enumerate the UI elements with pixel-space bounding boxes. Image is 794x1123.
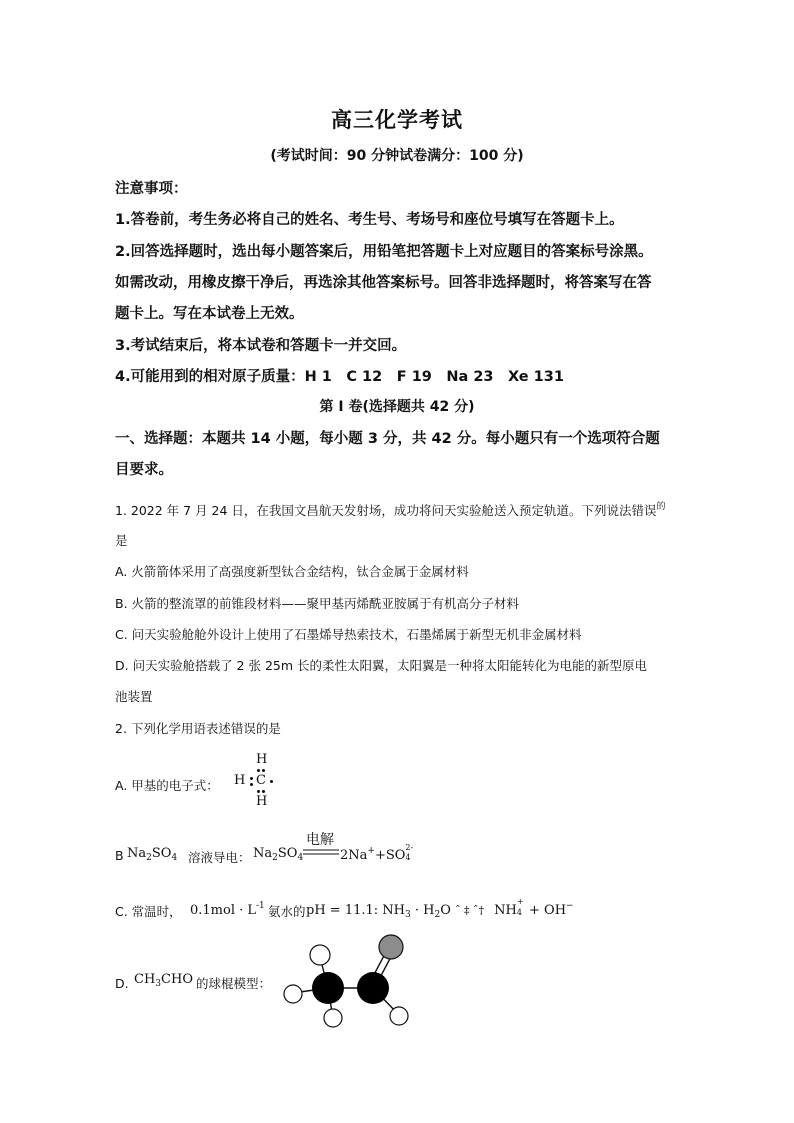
lewis-h-bottom: H [256, 794, 268, 809]
electron-dot [262, 790, 265, 793]
cho-symbol: CHO [161, 972, 193, 987]
plus-charge: + [367, 846, 375, 856]
q2-option-b-label: B [115, 848, 124, 863]
electron-dot [250, 777, 253, 780]
notice-line-4: 4.可能用到的相对原子质量：H 1 C 12 F 19 Na 23 Xe 131 [115, 369, 564, 385]
sulfate-sub: 4 [405, 853, 411, 862]
exam-title: 高三化学考试 [331, 108, 463, 132]
section-intro-1: 一、选择题：本题共 14 小题，每小题 3 分，共 42 分。每小题只有一个选项符合题 [115, 431, 660, 447]
notice-line-2c: 题卡上。写在本试卷上无效。 [115, 306, 304, 322]
q1-option-d: D. 问天实验舱搭载了 2 张 25m 长的柔性太阳翼，太阳翼是一种将太阳能转化为电能的新型原电 [115, 658, 648, 673]
q2-option-a-label: A. 甲基的电子式： [115, 778, 219, 793]
notice-line-1: 1.答卷前，考生务必将自己的姓名、考生号、考场号和座位号填写在答题卡上。 [115, 212, 624, 228]
hydrogen-atom [390, 1007, 408, 1025]
notice-line-3: 3.考试结束后，将本试卷和答题卡一并交回。 [115, 338, 407, 354]
exponent: -1 [256, 901, 265, 911]
q1-stem-text: 1. 2022 年 7 月 24 日，在我国文昌航天发射场，成功将问天实验舱送入预定轨道。下列说法错误 [115, 503, 657, 518]
methyl-lewis-structure [230, 752, 280, 812]
notice-line-2b: 如需改动，用橡皮擦干净后，再选涂其他答案标号。回答非选择题时，将答案写在答 [115, 275, 652, 291]
ammonium-index [516, 897, 525, 917]
q1-option-a: A. 火箭箭体采用了高强度新型钛合金结构，钛合金属于金属材料 [115, 564, 469, 579]
q1-stem [115, 499, 665, 519]
so-symbol: SO [151, 846, 172, 861]
q2-stem: 2. 下列化学用语表述错误的是 [115, 721, 281, 736]
so-symbol: SO [277, 846, 298, 861]
hydrogen-atom [324, 1009, 342, 1027]
sub-3: 3 [405, 910, 411, 920]
exam-subtitle: (考试时间：90 分钟试卷满分：100 分) [270, 148, 524, 164]
q2-option-b-products [340, 843, 417, 863]
na-symbol: Na [253, 846, 273, 861]
q2-option-b-reactant [253, 846, 303, 863]
sub-2: 2 [272, 853, 278, 863]
equilibrium-arrow-icon: ˆ ‡ ˆ† [455, 904, 485, 917]
q2-option-c-label: C. 常温时， [115, 904, 182, 919]
na-symbol: Na [127, 846, 147, 861]
q2-option-c-concentration [190, 901, 265, 918]
electron-dot [250, 783, 253, 786]
hydrogen-atom [284, 985, 302, 1003]
q2-option-b-formula [127, 846, 177, 863]
sulfate-charge: 2- [405, 843, 414, 852]
concentration: 0.1mol · L [190, 903, 257, 918]
sub-4: 4 [297, 853, 304, 863]
notice-heading: 注意事项： [115, 181, 188, 197]
q2-option-d-formula [134, 972, 193, 989]
water-o: O [440, 903, 451, 918]
carbon-atom [357, 972, 389, 1004]
q1-stem-sup: 的 [656, 502, 666, 512]
section-intro-2: 目要求。 [115, 462, 173, 478]
sub-2: 2 [434, 910, 441, 920]
electrolysis-condition: 电解 [306, 832, 334, 848]
q1-stem-cont: 是 [115, 533, 128, 548]
ammonium: NH [494, 903, 517, 918]
sub-4: 4 [171, 853, 178, 863]
notice-line-2a: 2.回答选择题时，选出每小题答案后，用铅笔把答题卡上对应题目的答案标号涂黑。 [115, 244, 653, 260]
ammonium-charge: + [516, 897, 524, 906]
sub-2: 2 [146, 853, 152, 863]
q1-option-c: C. 问天实验舱舱外设计上使用了石墨烯导热索技术，石墨烯属于新型无机非金属材料 [115, 627, 582, 642]
q2-option-c-equation [306, 897, 574, 920]
equals-sign-icon [303, 848, 339, 856]
electron-dot [262, 769, 265, 772]
hydrogen-atom [310, 945, 330, 965]
ph-expression: pH = 11.1: NH [306, 903, 405, 918]
q2-option-c-text: 氨水的 [268, 904, 306, 919]
section-title: 第 I 卷(选择题共 42 分) [319, 399, 475, 415]
ch-symbol: CH [134, 972, 156, 987]
lewis-h-left: H [234, 773, 246, 788]
na-ion: 2Na [340, 848, 368, 863]
acetaldehyde-ball-stick-model [278, 930, 418, 1030]
electron-dot [257, 769, 260, 772]
lewis-h-top: H [256, 752, 268, 767]
q2-option-d-label: D. [115, 976, 129, 991]
ammonium-sub: 4 [516, 908, 522, 917]
q1-option-b: B. 火箭的整流罩的前锥段材料——聚甲基丙烯酰亚胺属于有机高分子材料 [115, 596, 520, 611]
electron-dot [270, 780, 273, 783]
sulfate-index [405, 843, 417, 862]
electron-dot [257, 790, 260, 793]
hydroxide-charge: − [566, 901, 574, 911]
sulfate: +SO [374, 848, 406, 863]
oxygen-atom [379, 935, 403, 959]
q2-option-d-text: 的球棍模型： [196, 976, 272, 991]
lewis-c: C [256, 773, 266, 788]
sub-3: 3 [155, 979, 162, 989]
q2-option-b-text: 溶液导电： [188, 850, 251, 865]
carbon-atom [312, 972, 344, 1004]
hydroxide: + OH [524, 903, 567, 918]
q1-option-d-cont: 池装置 [115, 689, 153, 704]
water-h: · H [410, 903, 435, 918]
